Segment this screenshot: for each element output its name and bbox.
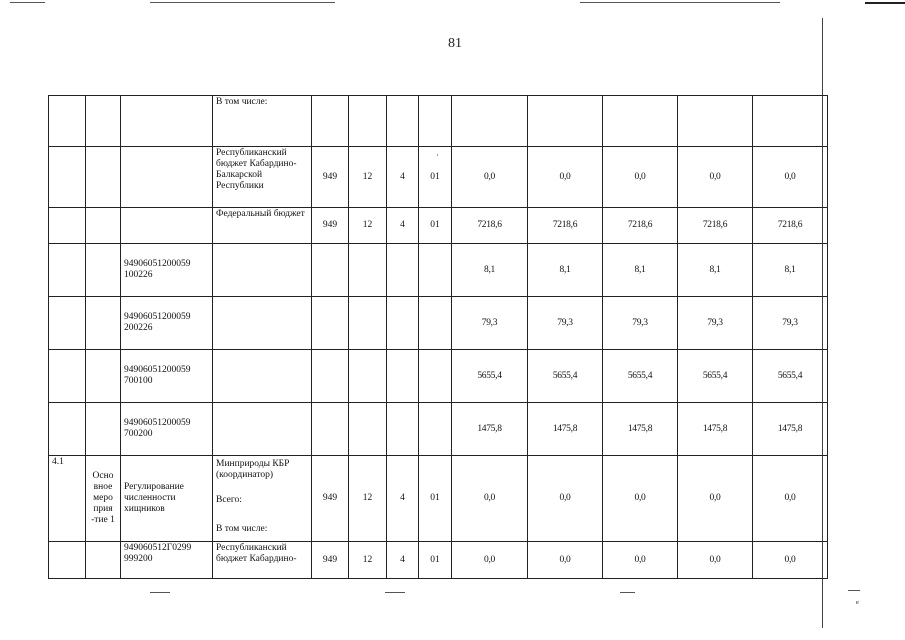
kbk-cell: 94906051200059 100226 — [121, 244, 213, 297]
table-row — [49, 350, 828, 403]
index-cell: 4.1 — [49, 456, 86, 542]
index-cell — [49, 96, 86, 147]
kbk-cell — [121, 208, 213, 244]
measure-name-cell: Регулирование численности хищников — [121, 456, 213, 542]
value-cell: 79,3 — [528, 297, 603, 350]
status-cell — [86, 403, 121, 456]
scan-edge-top-left — [10, 2, 45, 3]
code-csr-cell: 01 — [419, 147, 452, 208]
description-cell — [213, 403, 312, 456]
value-cell: 1475,8 — [528, 403, 603, 456]
value-cell: 0,0 — [603, 542, 678, 579]
table-row — [49, 208, 828, 244]
code-grbs-cell — [312, 96, 349, 147]
code-grbs-cell — [312, 403, 349, 456]
code-rz-cell — [349, 350, 387, 403]
value-cell: 1475,8 — [603, 403, 678, 456]
value-cell: 8,1 — [678, 244, 753, 297]
status-cell — [86, 542, 121, 579]
description-cell — [213, 244, 312, 297]
scan-edge-bottom-2 — [385, 592, 405, 593]
value-cell: 7218,6 — [528, 208, 603, 244]
code-csr-cell — [419, 297, 452, 350]
index-cell — [49, 350, 86, 403]
value-cell: 5655,4 — [678, 350, 753, 403]
status-cell — [86, 208, 121, 244]
kbk-cell: 949060512Г0299 999200 — [121, 542, 213, 579]
responsible-label: Минприроды КБР (координатор) — [216, 459, 290, 480]
code-rz-cell: 12 — [349, 147, 387, 208]
code-grbs-cell: 949 — [312, 542, 349, 579]
value-cell: 1475,8 — [678, 403, 753, 456]
table-row — [49, 96, 828, 147]
value-cell: 0,0 — [753, 456, 828, 542]
status-cell — [86, 244, 121, 297]
value-cell: 0,0 — [452, 456, 528, 542]
code-rz-cell — [349, 403, 387, 456]
code-rz-cell — [349, 96, 387, 147]
code-csr-cell — [419, 244, 452, 297]
subtotal-label: В том числе: — [216, 524, 268, 534]
value-cell: 1475,8 — [452, 403, 528, 456]
kbk-cell — [121, 147, 213, 208]
scan-edge-bottom-4 — [848, 590, 860, 591]
code-rz-cell: 12 — [349, 208, 387, 244]
code-pr-cell: 4 — [387, 542, 419, 579]
code-pr-cell: 4 — [387, 208, 419, 244]
scan-edge-bottom-1 — [150, 592, 170, 593]
scan-edge-bottom-3 — [620, 592, 635, 593]
code-pr-cell: 4 — [387, 147, 419, 208]
value-cell: 8,1 — [528, 244, 603, 297]
table-row — [49, 403, 828, 456]
value-cell: 0,0 — [528, 542, 603, 579]
index-cell — [49, 542, 86, 579]
value-cell: 8,1 — [603, 244, 678, 297]
table-row — [49, 542, 828, 579]
code-csr-cell: 01 — [419, 456, 452, 542]
table-row — [49, 297, 828, 350]
code-rz-cell: 12 — [349, 456, 387, 542]
scan-edge-top-mid — [150, 2, 335, 3]
value-cell — [452, 96, 528, 147]
code-pr-cell — [387, 403, 419, 456]
code-csr-cell — [419, 350, 452, 403]
value-cell: 79,3 — [678, 297, 753, 350]
value-cell: 79,3 — [603, 297, 678, 350]
description-cell — [213, 456, 312, 542]
value-cell: 0,0 — [452, 542, 528, 579]
index-cell — [49, 208, 86, 244]
code-grbs-cell — [312, 350, 349, 403]
code-pr-cell — [387, 297, 419, 350]
status-cell — [86, 350, 121, 403]
value-cell: 5655,4 — [753, 350, 828, 403]
description-cell — [213, 297, 312, 350]
code-grbs-cell: 949 — [312, 456, 349, 542]
value-cell: 0,0 — [753, 147, 828, 208]
total-label: Всего: — [216, 495, 242, 505]
value-cell: 79,3 — [452, 297, 528, 350]
code-rz-cell — [349, 297, 387, 350]
value-cell: 5655,4 — [452, 350, 528, 403]
code-grbs-cell — [312, 297, 349, 350]
description-cell: Федеральный бюджет — [213, 208, 312, 244]
code-csr-cell: 01 — [419, 542, 452, 579]
value-cell: 0,0 — [678, 456, 753, 542]
index-cell — [49, 297, 86, 350]
status-cell — [86, 96, 121, 147]
value-cell: 7218,6 — [603, 208, 678, 244]
value-cell: 0,0 — [528, 456, 603, 542]
code-grbs-cell: 949 — [312, 147, 349, 208]
value-cell: 7218,6 — [753, 208, 828, 244]
kbk-cell: 94906051200059 700100 — [121, 350, 213, 403]
value-cell — [528, 96, 603, 147]
value-cell: 7218,6 — [452, 208, 528, 244]
status-cell — [86, 297, 121, 350]
value-cell: 8,1 — [452, 244, 528, 297]
scan-edge-top-right — [580, 2, 780, 3]
value-cell — [753, 96, 828, 147]
value-cell: 0,0 — [603, 456, 678, 542]
value-cell: 0,0 — [678, 147, 753, 208]
kbk-cell: 94906051200059 200226 — [121, 297, 213, 350]
status-cell — [86, 147, 121, 208]
value-cell: 0,0 — [678, 542, 753, 579]
value-cell — [603, 96, 678, 147]
code-pr-cell — [387, 96, 419, 147]
code-grbs-cell — [312, 244, 349, 297]
value-cell: 1475,8 — [753, 403, 828, 456]
code-grbs-cell: 949 — [312, 208, 349, 244]
corner-mark: ᵉ — [856, 598, 859, 610]
scan-edge-top-far-right — [865, 2, 905, 4]
index-cell — [49, 147, 86, 208]
code-rz-cell — [349, 244, 387, 297]
table-row — [49, 456, 828, 542]
description-cell — [213, 350, 312, 403]
code-csr-cell — [419, 96, 452, 147]
code-csr-cell: 01 — [419, 208, 452, 244]
value-cell: 0,0 — [603, 147, 678, 208]
description-cell: Республиканский бюджет Кабардино-Балкарской Республики — [213, 147, 312, 208]
index-cell — [49, 403, 86, 456]
value-cell: 5655,4 — [528, 350, 603, 403]
kbk-cell: 94906051200059 700200 — [121, 403, 213, 456]
value-cell — [678, 96, 753, 147]
value-cell: 0,0 — [452, 147, 528, 208]
page-number: 81 — [448, 36, 462, 51]
value-cell: 79,3 — [753, 297, 828, 350]
code-csr-cell — [419, 403, 452, 456]
index-cell — [49, 244, 86, 297]
status-cell: Осно вное меро прия -тие 1 — [86, 456, 121, 542]
value-cell: 5655,4 — [603, 350, 678, 403]
value-cell: 0,0 — [528, 147, 603, 208]
description-cell: В том числе: — [213, 96, 312, 147]
description-cell: Республиканский бюджет Кабардино- — [213, 542, 312, 579]
scan-dot: · — [436, 150, 439, 160]
code-pr-cell — [387, 244, 419, 297]
value-cell: 0,0 — [753, 542, 828, 579]
kbk-cell — [121, 96, 213, 147]
code-pr-cell: 4 — [387, 456, 419, 542]
value-cell: 7218,6 — [678, 208, 753, 244]
value-cell: 8,1 — [753, 244, 828, 297]
budget-table — [48, 95, 828, 579]
code-rz-cell: 12 — [349, 542, 387, 579]
code-pr-cell — [387, 350, 419, 403]
table-row — [49, 244, 828, 297]
